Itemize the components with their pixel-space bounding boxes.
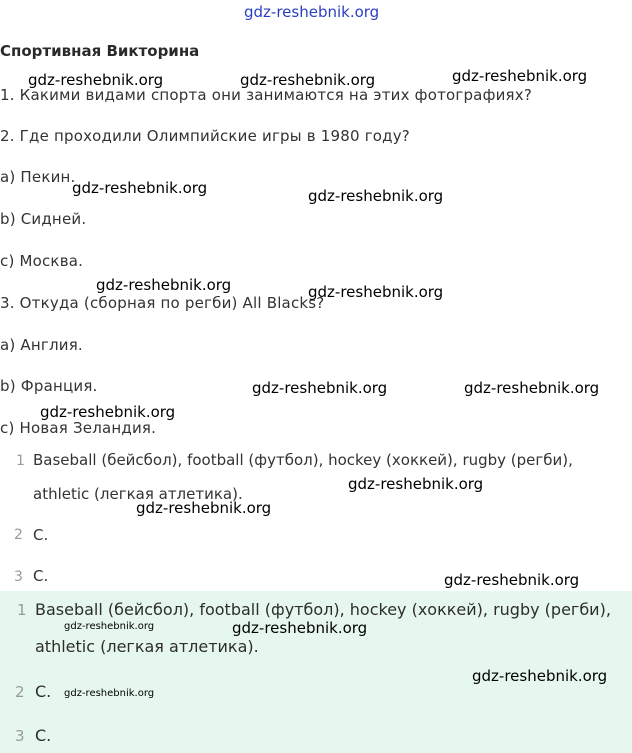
question-3: 3. Откуда (сборная по регби) All Blacks? xyxy=(0,294,325,312)
answer-number: 3 xyxy=(14,569,23,585)
watermark: gdz-reshebnik.org xyxy=(136,499,272,517)
highlight-answer-1-line-2: athletic (легкая атлетика). xyxy=(35,637,259,656)
watermark: gdz-reshebnik.org xyxy=(64,688,155,699)
question-2: 2. Где проходили Олимпийские игры в 1980 году? xyxy=(0,127,410,145)
question-2-option-c: с) Москва. xyxy=(0,252,84,270)
watermark: gdz-reshebnik.org xyxy=(240,71,376,89)
watermark-top: gdz-reshebnik.org xyxy=(244,3,380,21)
watermark: gdz-reshebnik.org xyxy=(232,619,368,637)
answer-number: 2 xyxy=(14,527,23,543)
highlight-answer-2: C. xyxy=(35,682,52,701)
watermark: gdz-reshebnik.org xyxy=(252,379,388,397)
answer-1-line-1: Baseball (бейсбол), football (футбол), hockey (хоккей), rugby (регби), xyxy=(33,451,573,469)
watermark: gdz-reshebnik.org xyxy=(452,67,588,85)
answer-1-line-2: athletic (легкая атлетика). xyxy=(33,485,243,503)
question-3-option-c: с) Новая Зеландия. xyxy=(0,419,157,437)
question-1: 1. Какими видами спорта они занимаются на этих фотографиях? xyxy=(0,86,533,104)
answer-3: C. xyxy=(33,567,49,585)
question-3-option-b: b) Франция. xyxy=(0,377,98,395)
watermark: gdz-reshebnik.org xyxy=(472,667,608,685)
answer-number: 1 xyxy=(17,601,27,619)
highlight-answer-3: C. xyxy=(35,726,52,745)
watermark: gdz-reshebnik.org xyxy=(308,187,444,205)
question-2-option-b: b) Сидней. xyxy=(0,210,87,228)
watermark: gdz-reshebnik.org xyxy=(444,571,580,589)
watermark: gdz-reshebnik.org xyxy=(96,276,232,294)
answer-2: C. xyxy=(33,526,49,544)
watermark: gdz-reshebnik.org xyxy=(72,179,208,197)
watermark: gdz-reshebnik.org xyxy=(40,403,176,421)
answer-number: 3 xyxy=(15,727,25,745)
quiz-title: Спортивная Викторина xyxy=(0,42,200,60)
highlight-answer-1-line-1: Baseball (бейсбол), football (футбол), hockey (хоккей), rugby (регби), xyxy=(35,600,611,619)
watermark: gdz-reshebnik.org xyxy=(64,621,155,632)
watermark: gdz-reshebnik.org xyxy=(308,283,444,301)
question-3-option-a: а) Англия. xyxy=(0,336,83,354)
answer-number: 2 xyxy=(15,683,25,701)
question-2-option-a: а) Пекин. xyxy=(0,168,76,186)
watermark: gdz-reshebnik.org xyxy=(348,475,484,493)
answer-number: 1 xyxy=(16,453,25,469)
watermark: gdz-reshebnik.org xyxy=(464,379,600,397)
watermark: gdz-reshebnik.org xyxy=(28,71,164,89)
